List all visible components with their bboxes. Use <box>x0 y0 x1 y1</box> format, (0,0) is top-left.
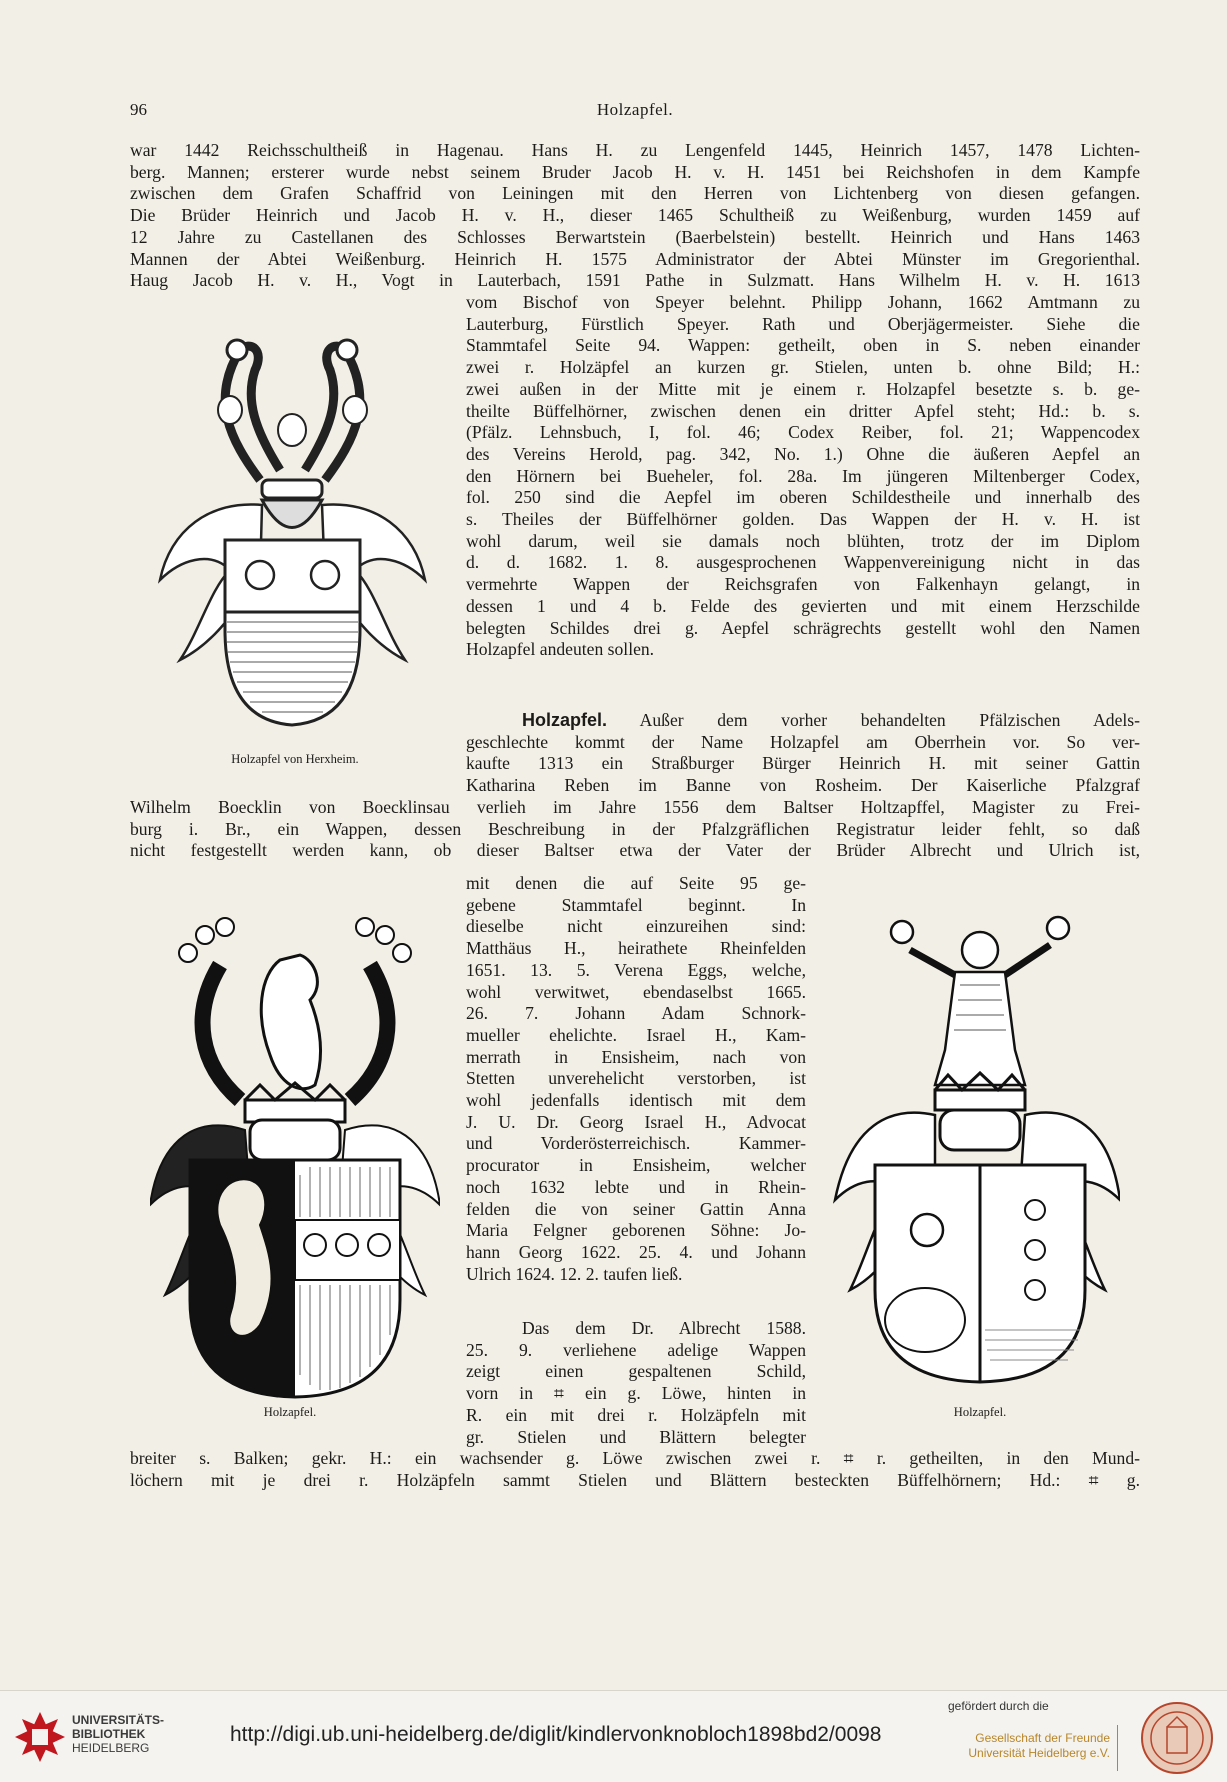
text-line: Matthäus H., heirathete Rheinfelden <box>466 938 806 959</box>
text-line: hann Georg 1622. 25. 4. und Johann <box>466 1241 806 1262</box>
text-line: 25. 9. verliehene adelige Wappen <box>466 1339 806 1360</box>
paragraph-albrecht-wappen <box>466 1318 806 1448</box>
section-heading-holzapfel: Holzapfel. <box>522 710 608 730</box>
text-line: Mannen der Abtei Weißenburg. Heinrich H. 1575 Administrator der Abtei Münster im Gregorienthal. <box>130 248 1140 269</box>
text-line: theilte Büffelhörner, zwischen denen ein dritter Apfel steht; Hd.: b. s. <box>466 400 1140 421</box>
funded-by-label: gefördert durch die <box>948 1699 1049 1713</box>
text-line: gebene Stammtafel beginnt. In <box>466 894 806 915</box>
text-line: 1651. 13. 5. Verena Eggs, welche, <box>466 959 806 980</box>
text-line: löchern mit je drei r. Holzäpfeln sammt Stielen und Blättern besteckten Büffelhörnern; Hd.: ⌗ g. <box>130 1469 1140 1490</box>
library-name-line-1: UNIVERSITÄTS- <box>72 1713 165 1727</box>
paragraph-wappen <box>466 292 1140 661</box>
text-line: 12 Jahre zu Castellanen des Schlosses Berwartstein (Baerbelstein) bestellt. Heinrich und Hans 1463 <box>130 226 1140 247</box>
text-line: belegten Schildes drei g. Aepfel schrägrechts gestellt wohl den Namen <box>466 617 1140 638</box>
text-line: dieselbe nicht einzureihen sind: <box>466 916 806 937</box>
paragraph-boecklin <box>130 797 1140 862</box>
text-line: war 1442 Reichsschultheiß in Hagenau. Hans H. zu Lengenfeld 1445, Heinrich 1457, 1478 Lichten- <box>130 140 1140 160</box>
text-line: vorn in ⌗ ein g. Löwe, hinten in <box>466 1383 806 1404</box>
page-url-link[interactable]: http://digi.ub.uni-heidelberg.de/diglit/kindlervonknobloch1898bd2/0098 <box>230 1723 882 1746</box>
text-line: felden die von seiner Gattin Anna <box>466 1198 806 1219</box>
text-line: J. U. Dr. Georg Israel H., Advocat <box>466 1111 806 1132</box>
text-line: wohl jedenfalls identisch mit dem <box>466 1090 806 1111</box>
text-line: noch 1632 lebte und in Rhein- <box>466 1176 806 1197</box>
page-number: 96 <box>130 100 147 119</box>
text-line: breiter s. Balken; gekr. H.: ein wachsender g. Löwe zwischen zwei r. ⌗ r. getheilten, in den Mund- <box>130 1448 1140 1468</box>
text-line: Ulrich 1624. 12. 2. taufen ließ. <box>466 1263 683 1284</box>
text-line: mit denen die auf Seite 95 ge- <box>466 873 806 893</box>
text-line: kaufte 1313 ein Straßburger Bürger Heinrich H. mit seiner Gattin <box>466 753 1140 774</box>
text-line: dessen 1 und 4 b. Felde des gevierten und mit einem Herzschilde <box>466 595 1140 616</box>
text-line: gr. Stielen und Blättern belegter <box>466 1426 806 1447</box>
text-line: fol. 250 sind die Aepfel im oberen Schildestheile und innerhalb des <box>466 487 1140 508</box>
text-line: zwischen dem Grafen Schaffrid von Leiningen mit den Herren von Lichtenberg von diesen gefangen. <box>130 183 1140 204</box>
figure-caption-holzapfel-left: Holzapfel. <box>263 1405 317 1419</box>
text-line: zwei außen in der Mitte mit je einem r. Holzapfel besetzte s. b. ge- <box>466 378 1140 399</box>
text-line: Wilhelm Boecklin von Boecklinsau verlieh im Jahre 1556 dem Baltser Holtzapffel, Magister zu Frei- <box>130 797 1140 817</box>
university-seal-icon <box>1140 1701 1214 1775</box>
text-line: (Pfälz. Lehnsbuch, I, fol. 46; Codex Reiber, fol. 21; Wappencodex <box>466 422 1140 443</box>
library-name-line-3: HEIDELBERG <box>72 1741 150 1755</box>
coat-of-arms-herxheim-figure <box>150 330 435 735</box>
paragraph-intro <box>130 140 1140 292</box>
text-line: 26. 7. Johann Adam Schnork- <box>466 1003 806 1024</box>
text-line: Stammtafel Seite 94. Wappen: getheilt, oben in S. neben einander <box>466 335 1140 356</box>
library-name <box>72 1713 164 1755</box>
text-line: den Hörnern bei Bueheler, fol. 28a. Im jüngeren Miltenberger Codex, <box>466 465 1140 486</box>
paragraph-stammtafel <box>466 873 806 1285</box>
text-line: Lauterburg, Fürstlich Speyer. Rath und Oberjägermeister. Siehe die <box>466 313 1140 334</box>
society-name-line-1: Gesellschaft der Freunde <box>975 1731 1110 1745</box>
library-name-line-2: BIBLIOTHEK <box>72 1727 146 1741</box>
viewer-footer <box>0 1690 1227 1782</box>
text-line: Holzapfel andeuten sollen. <box>466 639 655 660</box>
text-line: d. d. 1682. 1. 8. ausgesprochenen Wappenvereinigung nicht in das <box>466 552 1140 573</box>
text-line: zeigt einen gespaltenen Schild, <box>466 1361 806 1382</box>
coat-of-arms-holzapfel-lion-figure <box>150 905 440 1400</box>
text-line: vermehrte Wappen der Reichsgrafen von Falkenhayn gelangt, in <box>466 574 1140 595</box>
text-line: Maria Felgner geborenen Söhne: Jo- <box>466 1220 806 1241</box>
text-line: geschlechte kommt der Name Holzapfel am Oberrhein vor. So ver- <box>466 731 1140 752</box>
text-line: berg. Mannen; ersterer wurde nebst seinem Bruder Jacob H. v. H. 1451 bei Reichshofen in dem Kampfe <box>130 161 1140 182</box>
running-title: Holzapfel. <box>596 100 674 119</box>
paragraph-holzapfel-heading-block <box>466 710 1140 797</box>
footer-divider <box>1117 1725 1118 1771</box>
university-library-logo-icon <box>10 1707 70 1767</box>
text-line: und Vorderösterreichisch. Kammer- <box>466 1133 806 1154</box>
society-name-line-2: Universität Heidelberg e.V. <box>968 1746 1110 1760</box>
society-name <box>940 1731 1110 1761</box>
text-line: wohl darum, weil sie damals noch blühten, trotz der im Diplom <box>466 530 1140 551</box>
heading-line-text: Außer dem vorher behandelten Pfälzischen Adels- <box>607 710 1140 730</box>
text-line: Das dem Dr. Albrecht 1588. <box>522 1318 806 1338</box>
text-line: vom Bischof von Speyer belehnt. Philipp Johann, 1662 Amtmann zu <box>466 292 1140 312</box>
text-line: procurator in Ensisheim, welcher <box>466 1155 806 1176</box>
text-line: zwei r. Holzäpfel an kurzen gr. Stielen, unten b. ohne Bild; H.: <box>466 357 1140 378</box>
text-line: mueller ehelichte. Israel H., Kam- <box>466 1024 806 1045</box>
text-line: s. Theiles der Büffelhörner golden. Das Wappen der H. v. H. ist <box>466 509 1140 530</box>
text-line: Haug Jacob H. v. H., Vogt in Lauterbach, 1591 Pathe in Sulzmatt. Hans Wilhelm H. v. H. 1613 <box>130 270 1140 291</box>
paragraph-albrecht-wappen-cont <box>130 1448 1140 1491</box>
text-line: nicht festgestellt werden kann, ob dieser Baltser etwa der Vater der Brüder Albrecht und Ulrich ist, <box>130 840 1140 861</box>
text-line: des Vereins Herold, pag. 342, No. 1.) Ohne die äußeren Aepfel an <box>466 443 1140 464</box>
text-line: merrath in Ensisheim, nach von <box>466 1046 806 1067</box>
text-line: Die Brüder Heinrich und Jacob H. v. H., dieser 1465 Schultheiß zu Weißenburg, wurden 1459 auf <box>130 205 1140 226</box>
page-header <box>130 100 1140 126</box>
text-line: wohl verwitwet, ebendaselbst 1665. <box>466 981 806 1002</box>
figure-caption-holzapfel-right: Holzapfel. <box>953 1405 1007 1419</box>
coat-of-arms-holzapfel-child-figure <box>830 910 1120 1385</box>
text-line: Stetten unverehelicht verstorben, ist <box>466 1068 806 1089</box>
figure-caption-herxheim: Holzapfel von Herxheim. <box>231 752 359 766</box>
text-line: burg i. Br., ein Wappen, dessen Beschreibung in der Pfalzgräflichen Registratur leider fehlt, so daß <box>130 818 1140 839</box>
text-line: R. ein mit drei r. Holzäpfeln mit <box>466 1404 806 1425</box>
text-line: Katharina Reben im Banne von Rosheim. Der Kaiserliche Pfalzgraf <box>466 775 1140 796</box>
